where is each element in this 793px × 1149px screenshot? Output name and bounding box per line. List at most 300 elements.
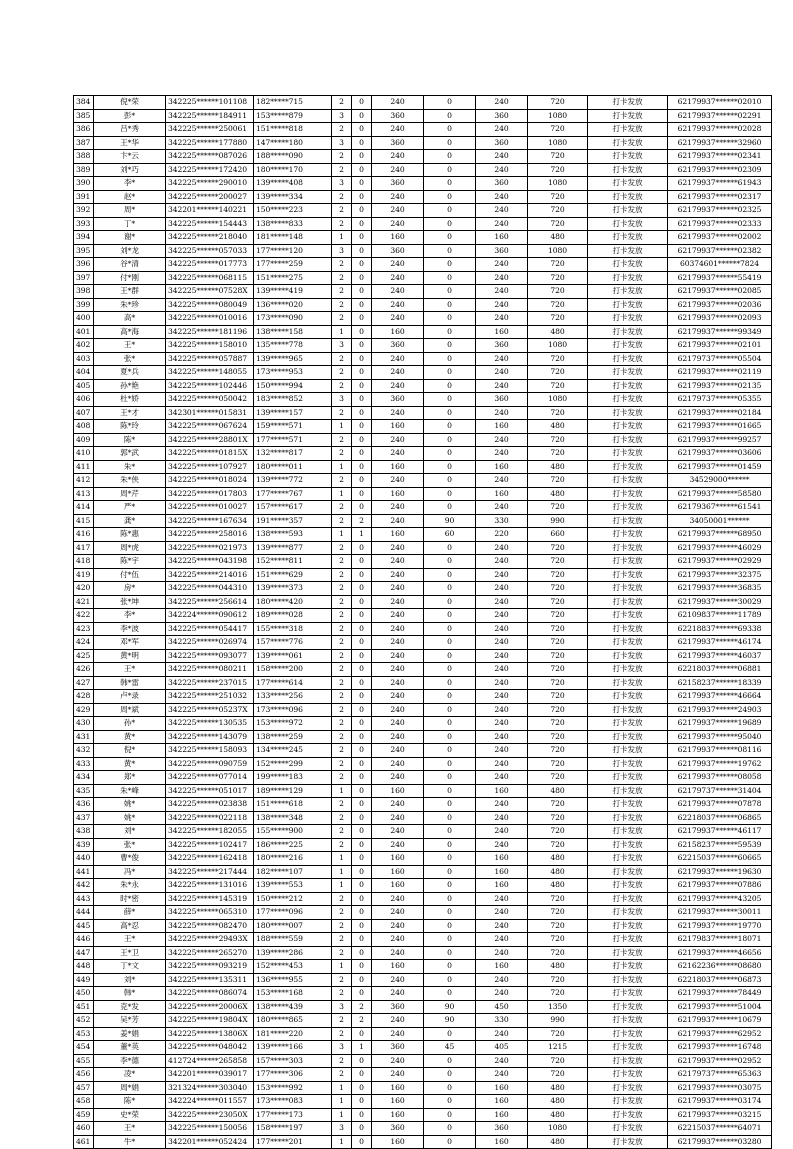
amount-b-cell: 0 <box>424 636 476 650</box>
amount-a-cell: 240 <box>372 919 424 933</box>
total-cell: 660 <box>528 528 588 542</box>
total-cell: 480 <box>528 784 588 798</box>
total-cell: 720 <box>528 555 588 569</box>
amount-a-cell: 240 <box>372 1014 424 1028</box>
count-b-cell: 0 <box>352 312 372 326</box>
method-cell: 打卡发放 <box>588 501 668 515</box>
seq-cell: 425 <box>74 649 94 663</box>
count-b-cell: 1 <box>352 528 372 542</box>
method-cell: 打卡发放 <box>588 217 668 231</box>
monthly-total-cell: 240 <box>476 717 528 731</box>
account-cell: 62179937******01459 <box>668 460 772 474</box>
count-a-cell: 2 <box>332 757 352 771</box>
phone-cell: 173*****090 <box>254 312 332 326</box>
table-row <box>74 757 772 771</box>
total-cell: 720 <box>528 676 588 690</box>
table-row <box>74 1014 772 1028</box>
method-cell: 打卡发放 <box>588 150 668 164</box>
seq-cell: 430 <box>74 717 94 731</box>
id-number-cell: 342201******140221 <box>166 204 254 218</box>
account-cell: 62179937******68950 <box>668 528 772 542</box>
table-row <box>74 649 772 663</box>
count-a-cell: 3 <box>332 393 352 407</box>
method-cell: 打卡发放 <box>588 1135 668 1149</box>
total-cell: 1080 <box>528 244 588 258</box>
amount-b-cell: 0 <box>424 933 476 947</box>
amount-a-cell: 160 <box>372 420 424 434</box>
amount-b-cell: 0 <box>424 406 476 420</box>
amount-a-cell: 240 <box>372 987 424 1001</box>
count-a-cell: 2 <box>332 204 352 218</box>
method-cell: 打卡发放 <box>588 312 668 326</box>
count-b-cell: 0 <box>352 487 372 501</box>
method-cell: 打卡发放 <box>588 352 668 366</box>
table-row <box>74 541 772 555</box>
phone-cell: 150*****223 <box>254 204 332 218</box>
monthly-total-cell: 240 <box>476 271 528 285</box>
amount-a-cell: 240 <box>372 555 424 569</box>
account-cell: 62179937******43205 <box>668 892 772 906</box>
method-cell: 打卡发放 <box>588 1068 668 1082</box>
id-number-cell: 342225******010027 <box>166 501 254 515</box>
account-cell: 62179937******30029 <box>668 595 772 609</box>
table-row <box>74 1108 772 1122</box>
seq-cell: 402 <box>74 339 94 353</box>
method-cell: 打卡发放 <box>588 676 668 690</box>
account-cell: 62179937******02036 <box>668 298 772 312</box>
account-cell: 62179937******02341 <box>668 150 772 164</box>
monthly-total-cell: 240 <box>476 973 528 987</box>
table-row <box>74 298 772 312</box>
table-row <box>74 528 772 542</box>
phone-cell: 139*****373 <box>254 582 332 596</box>
seq-cell: 415 <box>74 514 94 528</box>
method-cell: 打卡发放 <box>588 609 668 623</box>
total-cell: 720 <box>528 946 588 960</box>
method-cell: 打卡发放 <box>588 771 668 785</box>
phone-cell: 180*****007 <box>254 919 332 933</box>
seq-cell: 444 <box>74 906 94 920</box>
count-a-cell: 3 <box>332 339 352 353</box>
amount-b-cell: 0 <box>424 136 476 150</box>
total-cell: 1215 <box>528 1041 588 1055</box>
total-cell: 480 <box>528 865 588 879</box>
amount-a-cell: 360 <box>372 339 424 353</box>
phone-cell: 147*****180 <box>254 136 332 150</box>
amount-b-cell: 0 <box>424 393 476 407</box>
count-b-cell: 0 <box>352 649 372 663</box>
phone-cell: 177*****571 <box>254 433 332 447</box>
total-cell: 720 <box>528 582 588 596</box>
table-row <box>74 433 772 447</box>
seq-cell: 454 <box>74 1041 94 1055</box>
table-row <box>74 366 772 380</box>
seq-cell: 433 <box>74 757 94 771</box>
amount-a-cell: 240 <box>372 973 424 987</box>
amount-a-cell: 360 <box>372 1122 424 1136</box>
total-cell: 720 <box>528 474 588 488</box>
amount-b-cell: 90 <box>424 1014 476 1028</box>
monthly-total-cell: 160 <box>476 960 528 974</box>
table-row <box>74 555 772 569</box>
monthly-total-cell: 240 <box>476 609 528 623</box>
id-number-cell: 342225******135311 <box>166 973 254 987</box>
id-number-cell: 342225******20006X <box>166 1000 254 1014</box>
phone-cell: 153*****992 <box>254 1081 332 1095</box>
seq-cell: 393 <box>74 217 94 231</box>
phone-cell: 182*****107 <box>254 865 332 879</box>
name-cell: 高*海 <box>94 325 166 339</box>
account-cell: 62179737******05504 <box>668 352 772 366</box>
seq-cell: 424 <box>74 636 94 650</box>
count-b-cell: 0 <box>352 204 372 218</box>
amount-b-cell: 0 <box>424 487 476 501</box>
account-cell: 62179937******51004 <box>668 1000 772 1014</box>
account-cell: 62179937******03606 <box>668 447 772 461</box>
account-cell: 62179937******61943 <box>668 177 772 191</box>
amount-a-cell: 240 <box>372 609 424 623</box>
account-cell: 62179937******46117 <box>668 825 772 839</box>
account-cell: 62215037******64071 <box>668 1122 772 1136</box>
phone-cell: 139*****166 <box>254 1041 332 1055</box>
count-b-cell: 0 <box>352 595 372 609</box>
name-cell: 朱*峰 <box>94 784 166 798</box>
monthly-total-cell: 360 <box>476 136 528 150</box>
phone-cell: 151*****818 <box>254 123 332 137</box>
amount-a-cell: 240 <box>372 582 424 596</box>
amount-a-cell: 240 <box>372 285 424 299</box>
table-row <box>74 420 772 434</box>
monthly-total-cell: 240 <box>476 757 528 771</box>
count-a-cell: 2 <box>332 609 352 623</box>
method-cell: 打卡发放 <box>588 973 668 987</box>
table-row <box>74 987 772 1001</box>
total-cell: 720 <box>528 258 588 272</box>
seq-cell: 442 <box>74 879 94 893</box>
amount-a-cell: 240 <box>372 568 424 582</box>
account-cell: 62179937******03280 <box>668 1135 772 1149</box>
count-b-cell: 0 <box>352 1108 372 1122</box>
seq-cell: 443 <box>74 892 94 906</box>
name-cell: 房* <box>94 582 166 596</box>
method-cell: 打卡发放 <box>588 946 668 960</box>
seq-cell: 406 <box>74 393 94 407</box>
phone-cell: 189*****028 <box>254 609 332 623</box>
monthly-total-cell: 360 <box>476 1122 528 1136</box>
count-a-cell: 1 <box>332 879 352 893</box>
method-cell: 打卡发放 <box>588 852 668 866</box>
amount-a-cell: 240 <box>372 447 424 461</box>
name-cell: 韩*雷 <box>94 676 166 690</box>
count-a-cell: 1 <box>332 1095 352 1109</box>
table-row <box>74 217 772 231</box>
name-cell: 付*伍 <box>94 568 166 582</box>
account-cell: 62179737******31404 <box>668 784 772 798</box>
id-number-cell: 342201******052424 <box>166 1135 254 1149</box>
count-a-cell: 2 <box>332 730 352 744</box>
monthly-total-cell: 405 <box>476 1041 528 1055</box>
id-number-cell: 342225******158010 <box>166 339 254 353</box>
account-cell: 62179937******30011 <box>668 906 772 920</box>
total-cell: 720 <box>528 217 588 231</box>
count-a-cell: 3 <box>332 177 352 191</box>
seq-cell: 417 <box>74 541 94 555</box>
table-row <box>74 163 772 177</box>
phone-cell: 180*****170 <box>254 163 332 177</box>
amount-a-cell: 240 <box>372 406 424 420</box>
amount-a-cell: 240 <box>372 717 424 731</box>
total-cell: 720 <box>528 933 588 947</box>
id-number-cell: 342225******23050X <box>166 1108 254 1122</box>
name-cell: 史*荣 <box>94 1108 166 1122</box>
name-cell: 龚* <box>94 514 166 528</box>
monthly-total-cell: 240 <box>476 703 528 717</box>
monthly-total-cell: 240 <box>476 501 528 515</box>
method-cell: 打卡发放 <box>588 474 668 488</box>
method-cell: 打卡发放 <box>588 933 668 947</box>
table-row <box>74 258 772 272</box>
table-row <box>74 703 772 717</box>
amount-b-cell: 0 <box>424 474 476 488</box>
count-b-cell: 0 <box>352 298 372 312</box>
account-cell: 62179937******08058 <box>668 771 772 785</box>
total-cell: 720 <box>528 838 588 852</box>
name-cell: 丁* <box>94 217 166 231</box>
total-cell: 720 <box>528 609 588 623</box>
amount-a-cell: 240 <box>372 798 424 812</box>
count-b-cell: 0 <box>352 109 372 123</box>
phone-cell: 136*****020 <box>254 298 332 312</box>
amount-b-cell: 0 <box>424 703 476 717</box>
name-cell: 刘*巧 <box>94 163 166 177</box>
name-cell: 吴*芳 <box>94 1014 166 1028</box>
amount-b-cell: 0 <box>424 541 476 555</box>
account-cell: 62179837******18071 <box>668 933 772 947</box>
name-cell: 姚* <box>94 811 166 825</box>
count-b-cell: 0 <box>352 1122 372 1136</box>
table-row <box>74 487 772 501</box>
total-cell: 480 <box>528 1135 588 1149</box>
name-cell: 刘* <box>94 973 166 987</box>
count-a-cell: 3 <box>332 1000 352 1014</box>
phone-cell: 139*****772 <box>254 474 332 488</box>
name-cell: 王*才 <box>94 406 166 420</box>
id-number-cell: 342225******054417 <box>166 622 254 636</box>
id-number-cell: 342225******026974 <box>166 636 254 650</box>
amount-a-cell: 240 <box>372 150 424 164</box>
amount-b-cell: 0 <box>424 879 476 893</box>
seq-cell: 423 <box>74 622 94 636</box>
name-cell: 姚* <box>94 798 166 812</box>
method-cell: 打卡发放 <box>588 379 668 393</box>
name-cell: 朱*永 <box>94 879 166 893</box>
account-cell: 62179937******02952 <box>668 1054 772 1068</box>
total-cell: 720 <box>528 379 588 393</box>
id-number-cell: 342225******29493X <box>166 933 254 947</box>
amount-a-cell: 160 <box>372 1081 424 1095</box>
method-cell: 打卡发放 <box>588 744 668 758</box>
seq-cell: 392 <box>74 204 94 218</box>
id-number-cell: 342225******010016 <box>166 312 254 326</box>
amount-b-cell: 0 <box>424 217 476 231</box>
account-cell: 62179937******02325 <box>668 204 772 218</box>
phone-cell: 183*****852 <box>254 393 332 407</box>
name-cell: 朱*侠 <box>94 474 166 488</box>
name-cell: 陈*宇 <box>94 555 166 569</box>
method-cell: 打卡发放 <box>588 825 668 839</box>
method-cell: 打卡发放 <box>588 514 668 528</box>
monthly-total-cell: 240 <box>476 595 528 609</box>
name-cell: 谷*清 <box>94 258 166 272</box>
total-cell: 720 <box>528 123 588 137</box>
count-b-cell: 0 <box>352 865 372 879</box>
seq-cell: 458 <box>74 1095 94 1109</box>
table-row <box>74 352 772 366</box>
seq-cell: 420 <box>74 582 94 596</box>
id-number-cell: 342225******080211 <box>166 663 254 677</box>
phone-cell: 139*****061 <box>254 649 332 663</box>
count-b-cell: 0 <box>352 1095 372 1109</box>
table-row <box>74 271 772 285</box>
count-b-cell: 0 <box>352 987 372 1001</box>
name-cell: 卢*录 <box>94 690 166 704</box>
seq-cell: 387 <box>74 136 94 150</box>
table-body <box>74 96 772 1149</box>
total-cell: 720 <box>528 744 588 758</box>
name-cell: 王* <box>94 339 166 353</box>
count-a-cell: 2 <box>332 312 352 326</box>
id-number-cell: 342225******082470 <box>166 919 254 933</box>
total-cell: 720 <box>528 1027 588 1041</box>
id-number-cell: 342225******258016 <box>166 528 254 542</box>
table-row <box>74 1041 772 1055</box>
account-cell: 62179937******32375 <box>668 568 772 582</box>
amount-a-cell: 160 <box>372 460 424 474</box>
name-cell: 王* <box>94 663 166 677</box>
amount-a-cell: 240 <box>372 811 424 825</box>
total-cell: 720 <box>528 595 588 609</box>
total-cell: 720 <box>528 447 588 461</box>
count-a-cell: 1 <box>332 852 352 866</box>
account-cell: 62158237******59539 <box>668 838 772 852</box>
monthly-total-cell: 240 <box>476 933 528 947</box>
monthly-total-cell: 240 <box>476 447 528 461</box>
count-b-cell: 0 <box>352 1054 372 1068</box>
name-cell: 周*芹 <box>94 487 166 501</box>
monthly-total-cell: 240 <box>476 798 528 812</box>
amount-a-cell: 240 <box>372 838 424 852</box>
account-cell: 62218037******06873 <box>668 973 772 987</box>
name-cell: 刘* <box>94 825 166 839</box>
name-cell: 倪* <box>94 744 166 758</box>
amount-a-cell: 240 <box>372 946 424 960</box>
monthly-total-cell: 240 <box>476 123 528 137</box>
amount-b-cell: 0 <box>424 501 476 515</box>
count-b-cell: 0 <box>352 420 372 434</box>
amount-a-cell: 360 <box>372 1041 424 1055</box>
id-number-cell: 342225******068115 <box>166 271 254 285</box>
count-a-cell: 2 <box>332 568 352 582</box>
monthly-total-cell: 240 <box>476 285 528 299</box>
monthly-total-cell: 240 <box>476 1068 528 1082</box>
id-number-cell: 321324******303040 <box>166 1081 254 1095</box>
total-cell: 480 <box>528 1108 588 1122</box>
id-number-cell: 342225******07528X <box>166 285 254 299</box>
method-cell: 打卡发放 <box>588 1095 668 1109</box>
table-row <box>74 109 772 123</box>
table-row <box>74 123 772 137</box>
name-cell: 杜*娇 <box>94 393 166 407</box>
name-cell: 牛* <box>94 1135 166 1149</box>
id-number-cell: 342225******131016 <box>166 879 254 893</box>
seq-cell: 453 <box>74 1027 94 1041</box>
amount-b-cell: 0 <box>424 1027 476 1041</box>
total-cell: 480 <box>528 231 588 245</box>
total-cell: 1080 <box>528 1122 588 1136</box>
method-cell: 打卡发放 <box>588 258 668 272</box>
count-b-cell: 0 <box>352 433 372 447</box>
method-cell: 打卡发放 <box>588 960 668 974</box>
method-cell: 打卡发放 <box>588 595 668 609</box>
seq-cell: 441 <box>74 865 94 879</box>
name-cell: 丁*文 <box>94 960 166 974</box>
amount-a-cell: 160 <box>372 1108 424 1122</box>
seq-cell: 399 <box>74 298 94 312</box>
amount-b-cell: 0 <box>424 271 476 285</box>
seq-cell: 413 <box>74 487 94 501</box>
name-cell: 董*英 <box>94 1041 166 1055</box>
count-a-cell: 2 <box>332 285 352 299</box>
name-cell: 王*群 <box>94 285 166 299</box>
phone-cell: 139*****334 <box>254 190 332 204</box>
phone-cell: 186*****225 <box>254 838 332 852</box>
total-cell: 720 <box>528 285 588 299</box>
phone-cell: 139*****419 <box>254 285 332 299</box>
monthly-total-cell: 240 <box>476 433 528 447</box>
account-cell: 62179937******95040 <box>668 730 772 744</box>
total-cell: 720 <box>528 906 588 920</box>
seq-cell: 455 <box>74 1054 94 1068</box>
account-cell: 62179937******46656 <box>668 946 772 960</box>
total-cell: 720 <box>528 919 588 933</box>
account-cell: 62179937******02333 <box>668 217 772 231</box>
account-cell: 62179937******02085 <box>668 285 772 299</box>
seq-cell: 431 <box>74 730 94 744</box>
amount-a-cell: 240 <box>372 312 424 326</box>
table-row <box>74 1000 772 1014</box>
method-cell: 打卡发放 <box>588 528 668 542</box>
account-cell: 62179937******02184 <box>668 406 772 420</box>
monthly-total-cell: 360 <box>476 339 528 353</box>
monthly-total-cell: 240 <box>476 838 528 852</box>
phone-cell: 182*****715 <box>254 96 332 110</box>
id-number-cell: 342225******051017 <box>166 784 254 798</box>
seq-cell: 439 <box>74 838 94 852</box>
total-cell: 480 <box>528 879 588 893</box>
seq-cell: 419 <box>74 568 94 582</box>
count-b-cell: 0 <box>352 663 372 677</box>
count-b-cell: 0 <box>352 1068 372 1082</box>
phone-cell: 181*****220 <box>254 1027 332 1041</box>
count-a-cell: 2 <box>332 906 352 920</box>
name-cell: 张* <box>94 838 166 852</box>
table-row <box>74 852 772 866</box>
account-cell: 62179937******02929 <box>668 555 772 569</box>
amount-a-cell: 240 <box>372 96 424 110</box>
amount-b-cell: 0 <box>424 676 476 690</box>
account-cell: 62179937******01665 <box>668 420 772 434</box>
id-number-cell: 342225******018024 <box>166 474 254 488</box>
